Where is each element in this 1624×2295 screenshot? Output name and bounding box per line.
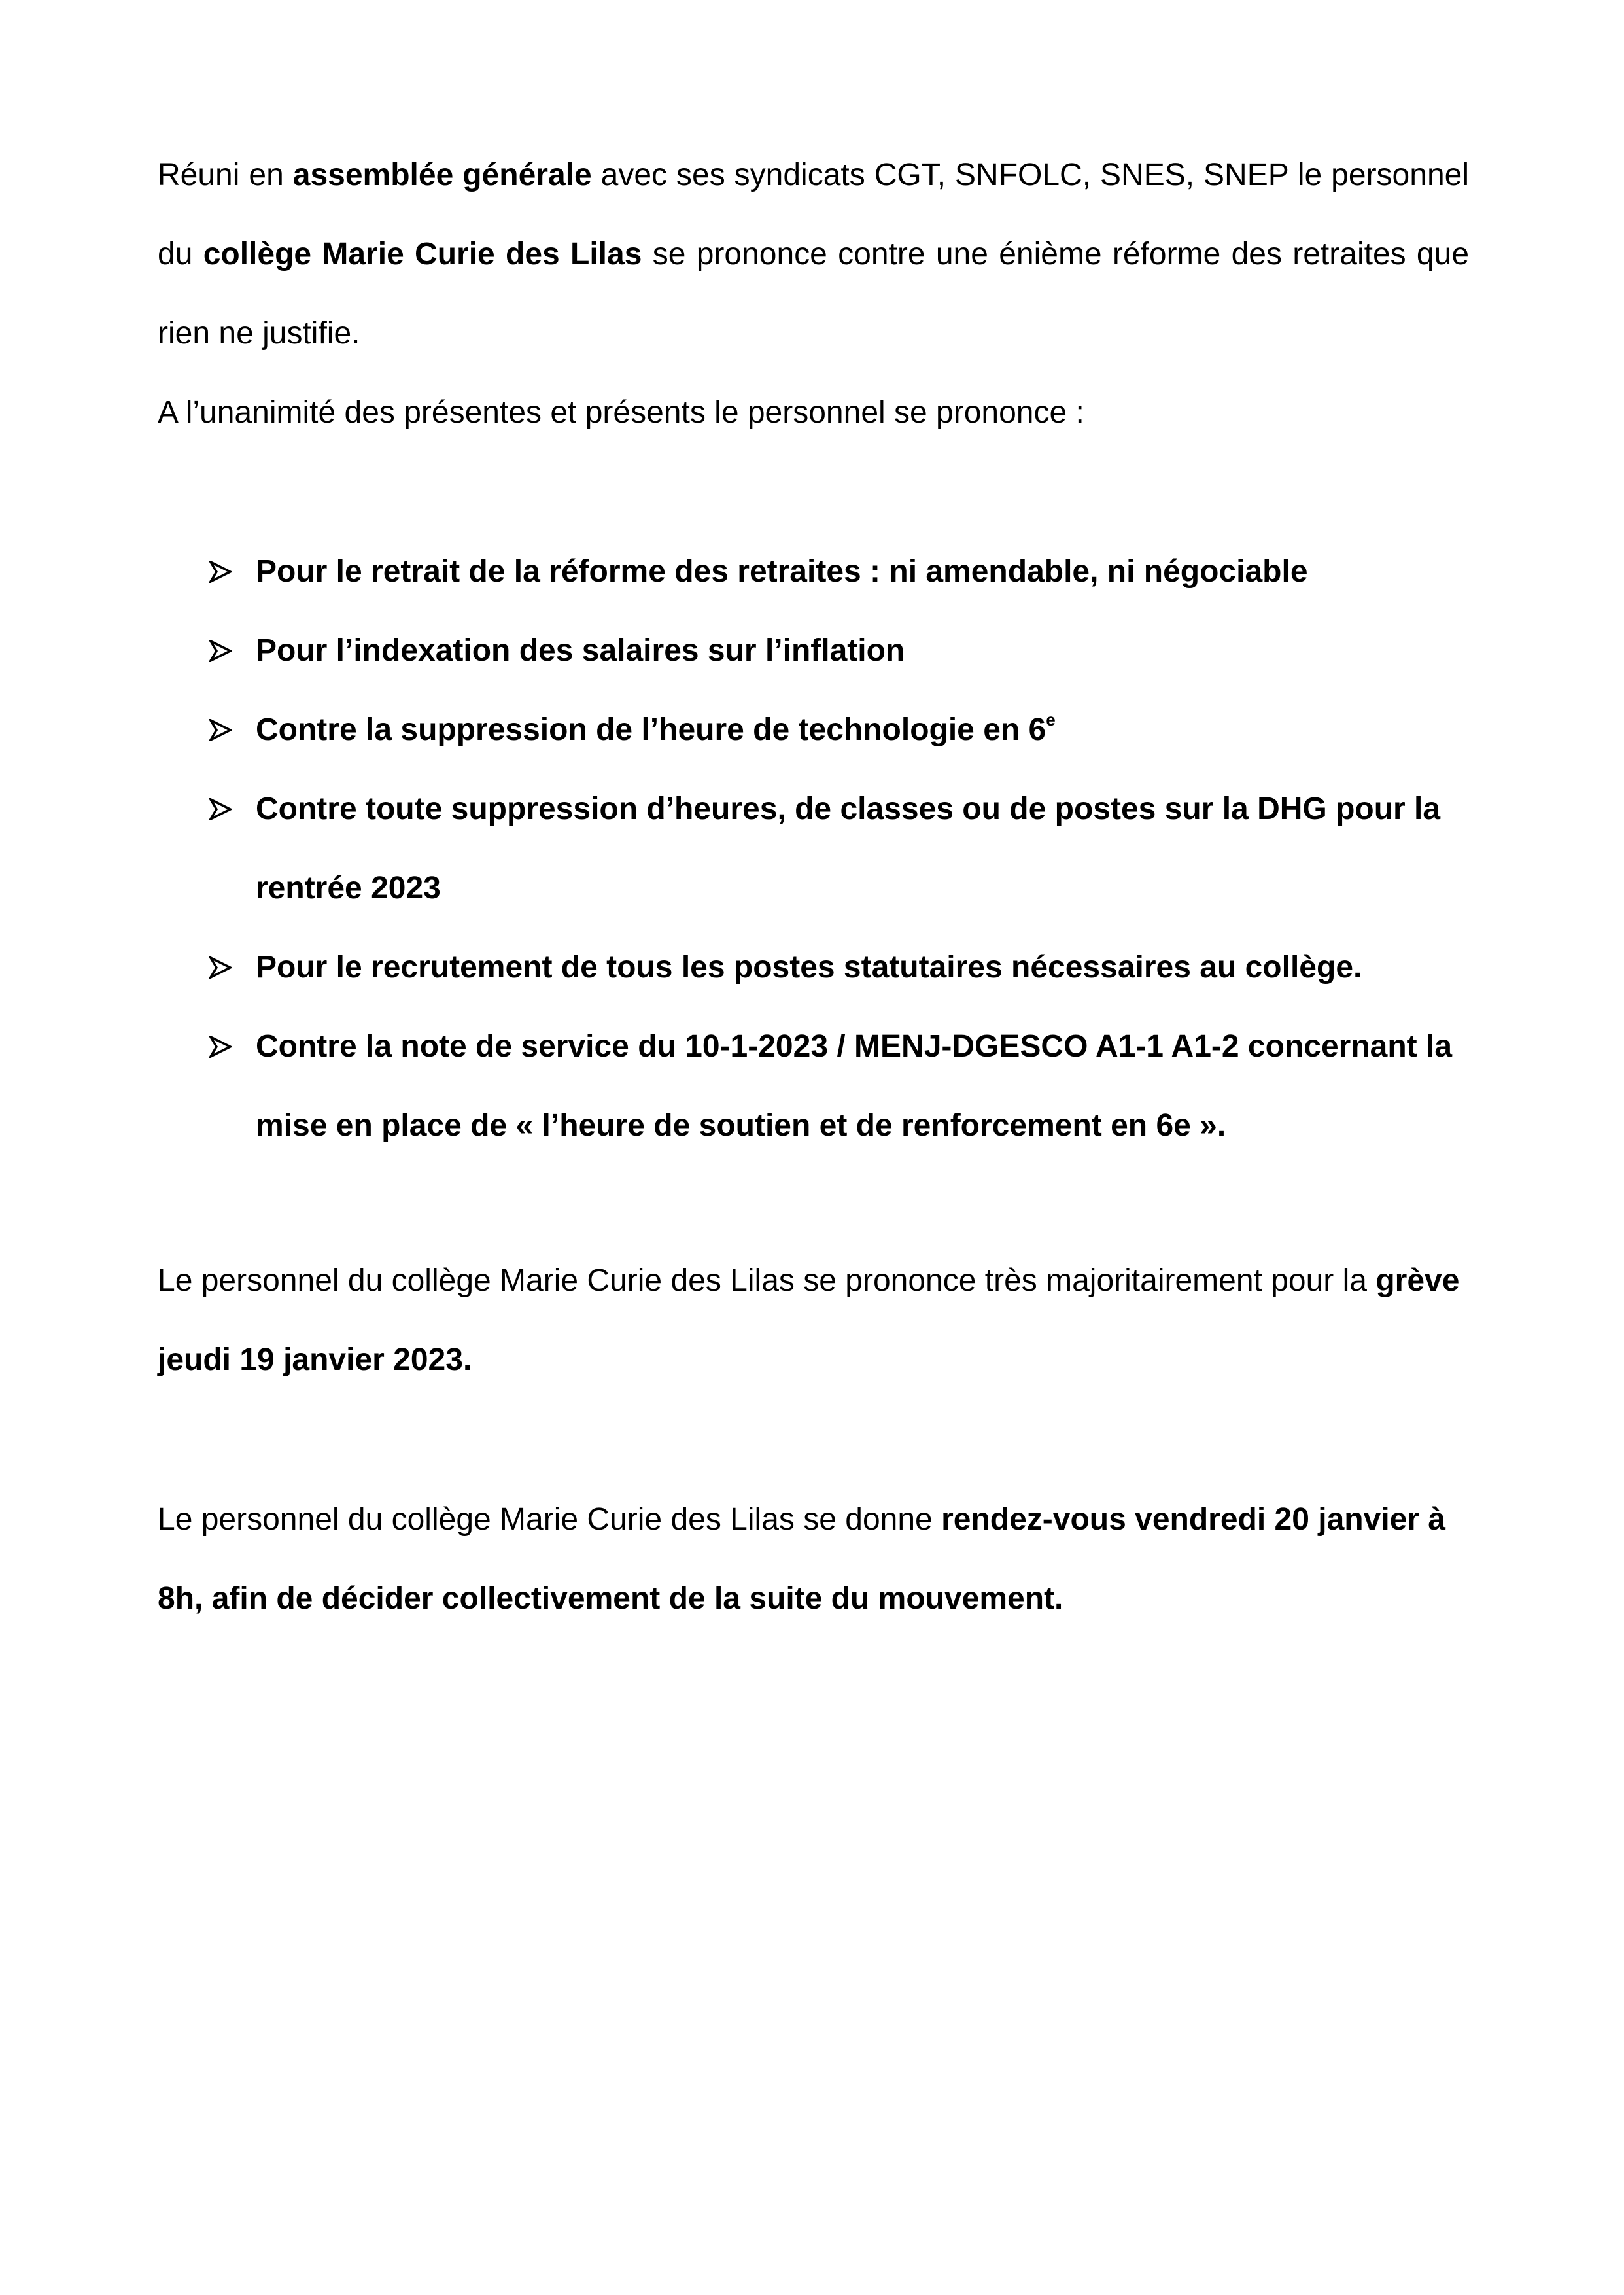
intro-paragraph: [158, 135, 1469, 452]
intro-text-3: se prononce contre une énième réforme des retraites que rien ne justifie.: [158, 237, 1470, 351]
meeting-text: Le personnel du collège Marie Curie des Lilas se donne: [158, 1502, 942, 1537]
arrowhead-bullet-icon: [209, 690, 235, 769]
arrowhead-bullet-icon: [209, 928, 235, 1007]
list-item: [158, 1007, 1479, 1165]
arrowhead-bullet-icon: [209, 769, 235, 849]
list-item: [158, 611, 1479, 690]
intro-bold-assembly: assemblée générale: [292, 158, 592, 192]
demands-list: [158, 532, 1479, 1165]
intro-text-1: Réuni en: [158, 158, 293, 192]
strike-paragraph: [158, 1241, 1469, 1399]
list-item-text: Contre la suppression de l’heure de technologie en 6: [256, 712, 1046, 747]
list-item: [158, 690, 1479, 769]
strike-date-bold: grève jeudi 19 janvier 2023.: [158, 1263, 1460, 1377]
list-item-text: Pour l’indexation des salaires sur l’inflation: [256, 633, 905, 668]
list-item: [158, 928, 1479, 1007]
meeting-paragraph: [158, 1480, 1469, 1638]
unanimity-line: A l’unanimité des présentes et présents le personnel se prononce :: [158, 395, 1084, 430]
intro-text-2: avec ses syndicats CGT, SNFOLC, SNES, SNEP le personnel du: [158, 158, 1469, 272]
list-item: [158, 769, 1479, 928]
list-item: [158, 532, 1479, 611]
intro-bold-college: collège Marie Curie des Lilas: [203, 237, 642, 272]
arrowhead-bullet-icon: [209, 1007, 235, 1086]
meeting-bold: rendez-vous vendredi 20 janvier à 8h, afin de décider collectivement de la suite du mouvement.: [158, 1502, 1446, 1616]
list-item-text: Pour le retrait de la réforme des retraites : ni amendable, ni négociable: [256, 554, 1308, 589]
list-item-text: Pour le recrutement de tous les postes statutaires nécessaires au collège.: [256, 950, 1362, 985]
superscript-e: e: [1046, 710, 1056, 729]
arrowhead-bullet-icon: [209, 611, 235, 690]
arrowhead-bullet-icon: [209, 532, 235, 611]
list-item-text: Contre toute suppression d’heures, de classes ou de postes sur la DHG pour la rentrée 2023: [256, 792, 1441, 905]
list-item-text: Contre la note de service du 10-1-2023 / MENJ-DGESCO A1-1 A1-2 concernant la mise en place de « l’heure de soutien et de renforcement en 6e ».: [256, 1029, 1453, 1143]
strike-text: Le personnel du collège Marie Curie des Lilas se prononce très majoritairement pour la: [158, 1263, 1376, 1298]
